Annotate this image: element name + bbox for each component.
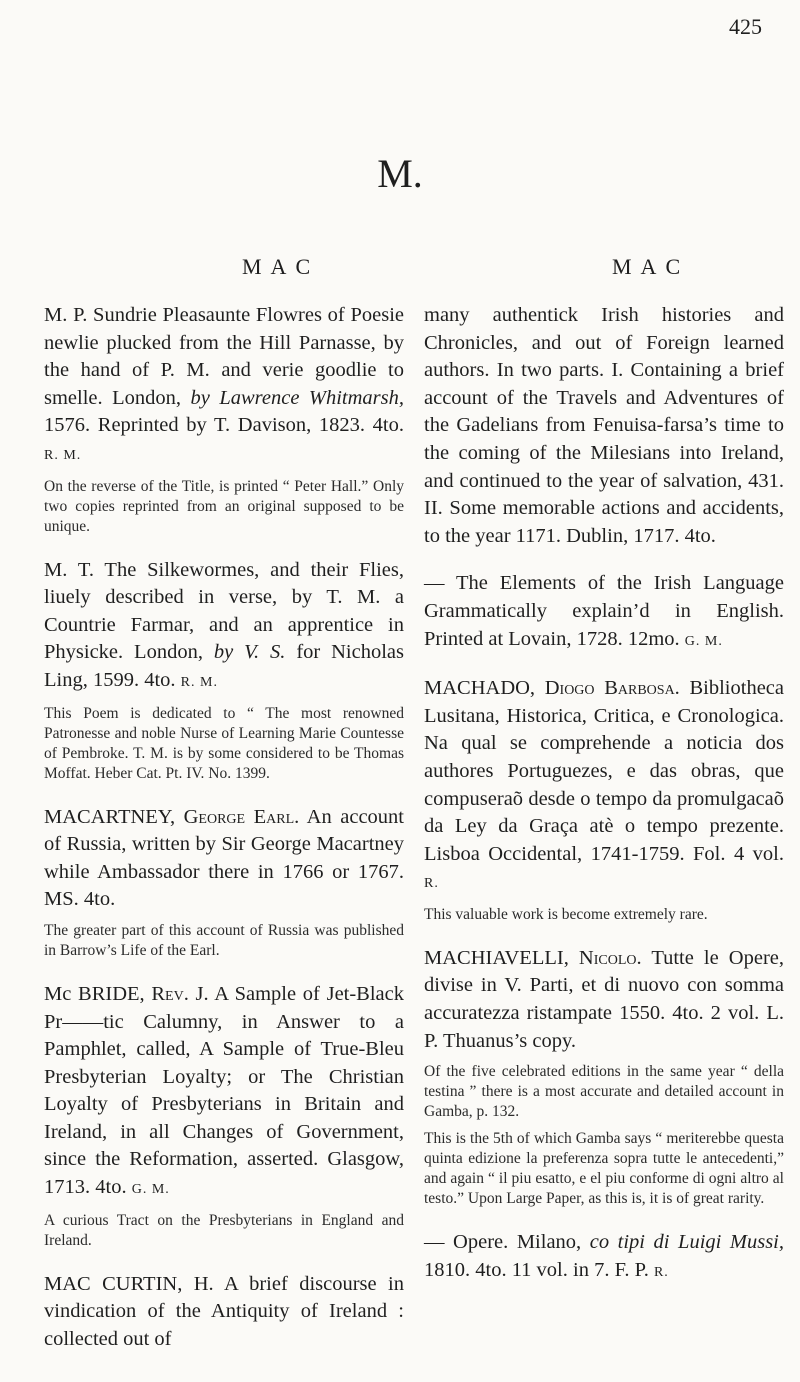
entry-text-run: Bibliotheca Lusitana, Historica, Critica, e Cronologica. Na qual se comprehende a noticia dos authores Portuguezes, e das obras, que compuseraõ desde o tempo da promulgacaõ da Ley da Graça atè o tempo prezente. Lisboa Occidental, 1741-1759. Fol. 4 vol. — [424, 677, 784, 865]
entry-text-run: 1576. Reprinted by T. Davison, 1823. 4to. — [44, 414, 404, 437]
left-column — [44, 302, 404, 1353]
entry-text-run: MACHADO, — [424, 677, 545, 700]
entry-text-run: An account of Russia, written by Sir George Macartney while Ambassador there in 1766 or 1767. MS. 4to. — [44, 805, 405, 911]
entry-spacer — [44, 961, 404, 981]
entry-spacer — [424, 925, 784, 945]
entry-text-run: Rev. J. — [151, 982, 209, 1005]
entry-text-run: many authentick Irish histories and Chronicles, and out of Foreign learned authors. In two parts. I. Containing a brief account of the Travels and Adventures of the Gadelians from Fenuisa-farsa’s time to the coming of the Milesians into Ireland, and continued to the year of salvation, 431. II. Some memorable actions and accidents, to the year 1171. Dublin, 1717. 4to. — [424, 304, 784, 547]
entry-text-run: R. M. — [44, 447, 82, 463]
catalog-entry — [424, 1229, 784, 1286]
catalog-entry — [424, 302, 784, 550]
entry-text-run: Nicolo. — [578, 946, 642, 969]
entry-spacer — [424, 655, 784, 675]
catalog-note: Of the five celebrated editions in the same year “ della testina ” there is a most accurate and detailed account in Gamba, p. 132. — [424, 1063, 784, 1121]
catalog-note: The greater part of this account of Russia was published in Barrow’s Life of the Earl. — [44, 921, 404, 959]
entry-spacer — [44, 784, 404, 804]
catalog-entry — [44, 804, 404, 914]
right-column — [424, 302, 784, 1286]
entry-text-run: G. M. — [684, 633, 723, 649]
entry-text-run: Tutte le Opere, divise in V. Parti, et di nuovo con somma accuratezza ristampate 1550. 4to. 2 vol. L. P. Thuanus’s copy. — [424, 946, 785, 1052]
entry-text-run: MAC CURTIN, H. A brief discourse in vindication of the Antiquity of Ireland : collected out of — [44, 1272, 404, 1350]
catalog-entry — [424, 945, 784, 1055]
entry-text-run: Diogo Barbosa. — [544, 677, 680, 700]
catalog-entry — [424, 570, 784, 655]
entry-text-run: MACHIAVELLI, — [424, 946, 579, 969]
catalog-entry — [44, 302, 404, 470]
entry-text-run: by Lawrence Whitmarsh, — [190, 386, 404, 409]
entry-text-run: M. P. Sundrie Pleasaunte Flowres of Poesie newlie plucked from the Hill Parnasse, by the hand of P. M. and verie goodlie to smelle. London, — [44, 304, 404, 409]
entry-text-run: George Earl. — [183, 805, 300, 828]
entry-text-run: Mc BRIDE, — [44, 982, 152, 1005]
entry-text-run: for Nicholas Ling, 1599. 4to. — [44, 641, 404, 691]
catalog-entry — [44, 557, 404, 697]
catalog-note: On the reverse of the Title, is printed “ Peter Hall.” Only two copies reprinted from an original supposed to be unique. — [44, 477, 404, 535]
entry-spacer — [44, 537, 404, 557]
entry-text-run: co tipi di Luigi Mussi, — [589, 1231, 785, 1254]
entry-text-run: 1810. 4to. 11 vol. in 7. F. P. — [424, 1258, 654, 1281]
catalog-entry — [44, 1271, 404, 1354]
right-column-header: MAC — [612, 254, 690, 279]
catalog-note: This Poem is dedicated to “ The most renowned Patronesse and noble Nurse of Learning Marie Countesse of Pembroke. T. M. is by some considered to be Thomas Moffat. Heber Cat. Pt. IV. No. 1399. — [44, 704, 404, 782]
entry-text-run: G. M. — [131, 1182, 170, 1198]
entry-spacer — [44, 1251, 404, 1271]
page-number: 425 — [729, 14, 762, 39]
entry-text-run: — The Elements of the Irish Language Grammatically explain’d in English. Printed at Lovain, 1728. 12mo. — [424, 572, 784, 650]
section-letter: M. — [377, 151, 423, 196]
entry-text-run: R. M. — [180, 674, 218, 690]
catalog-note: This valuable work is become extremely rare. — [424, 905, 708, 923]
entry-text-run: R. — [653, 1264, 669, 1280]
left-column-header: MAC — [242, 254, 320, 279]
entry-text-run: A Sample of Jet-Black Pr——tic Calumny, in Answer to a Pamphlet, called, A Sample of True-Bleu Presbyterian Loyalty; or The Christian Loyalty of Presbyterians in Britain and Ireland, in all Changes of Government, since the Reformation, asserted. Glasgow, 1713. 4to. — [44, 982, 405, 1199]
entry-text-run: MACARTNEY, — [44, 805, 184, 828]
catalog-entry — [424, 675, 784, 898]
entry-text-run: — Opere. Milano, — [424, 1231, 590, 1254]
entry-spacer — [424, 550, 784, 570]
entry-text-run: by V. S. — [213, 641, 286, 664]
catalog-note: This is the 5th of which Gamba says “ meriterebbe questa quinta edizione la preferenza sopra tutte le antecedenti,” and again “ il piu esatto, e el piu conforme di ogni altro al testo.” Upon Large Paper, as this is, it is of great rarity. — [424, 1130, 784, 1208]
entry-text-run: R. — [424, 876, 439, 892]
catalog-entry — [44, 981, 404, 1204]
catalog-note: A curious Tract on the Presbyterians in England and Ireland. — [44, 1211, 404, 1249]
entry-text-run: M. T. The Silkewormes, and their Flies, liuely described in verse, by T. M. a Countrie Farmar, and an apprentice in Physicke. London, — [44, 558, 404, 664]
entry-spacer — [424, 1209, 784, 1229]
